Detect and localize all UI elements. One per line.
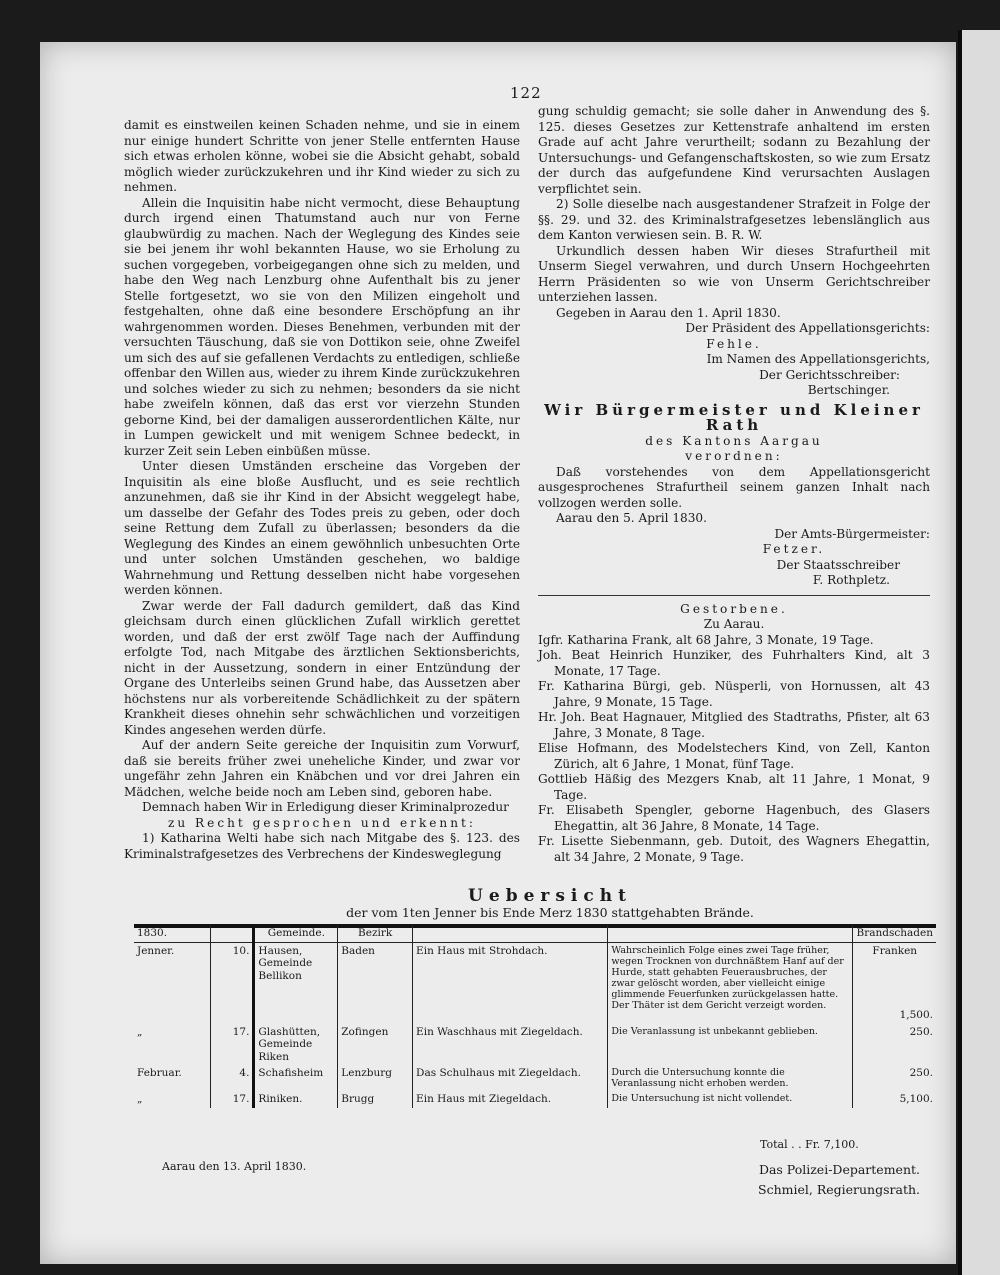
table-row	[134, 942, 936, 1024]
list-item: Gottlieb Häßig des Mezgers Knab, alt 11 Jahre, 1 Monat, 9 Tage.	[538, 772, 930, 802]
right-column	[538, 104, 930, 865]
table-total: Total . . Fr. 7,100.	[760, 1138, 859, 1151]
cell-gemeinde: Riniken.	[254, 1091, 338, 1108]
cell-day: 4.	[210, 1065, 254, 1091]
page-edge	[958, 30, 1000, 1275]
paragraph: Unter diesen Umständen erscheine das Vorgeben der Inquisitin als eine bloße Ausflucht, und es seie rechtlich anzunehmen, daß sie ihr Kind in der Absicht weggelegt habe, um dasselbe der Gefahr des Todes preis zu geben, oder doch seine Rettung dem Zufall zu überlassen; besonders da die Weglegung des Kindes an einem gewöhnlich unbesuchten Orte und unter solchen Umständen geschehen, wo baldige Wahrnehmung und Rettung desselben nicht habe vorgesehen werden können.	[124, 459, 520, 597]
cell-month: „	[137, 1025, 143, 1038]
cell-bezirk: Baden	[338, 942, 413, 1024]
signature-name: F. Rothpletz.	[812, 573, 890, 587]
cell-cause: Wahrscheinlich Folge eines zwei Tage früher, wegen Trocknen von durchnäßtem Hanf auf der Hurde, statt gehabten Feuerausbruches, der zwar gelöscht worden, aber vielleicht einige glimmende Feuerfunken zurückgelassen hatte. Der Thäter ist dem Gericht verzeigt worden.	[608, 942, 853, 1024]
list-item: Joh. Beat Heinrich Hunziker, des Fuhrhalters Kind, alt 3 Monate, 17 Tage.	[538, 648, 930, 678]
cell-amount: 5,100.	[853, 1091, 936, 1108]
deaths-list	[538, 633, 930, 866]
cell-bezirk: Brugg	[338, 1091, 413, 1108]
divider	[538, 595, 930, 596]
col-object	[413, 925, 608, 942]
col-year: 1830.	[134, 925, 210, 942]
cell-bezirk: Lenzburg	[338, 1065, 413, 1091]
signature-name: Fehle.	[706, 336, 762, 351]
place-date: Aarau den 13. April 1830.	[162, 1160, 307, 1173]
signature-block	[730, 1160, 920, 1200]
decree-verb: verordnen:	[685, 449, 783, 463]
list-item: Igfr. Katharina Frank, alt 68 Jahre, 3 Monate, 19 Tage.	[538, 632, 874, 647]
signature-role: Der Amts-Bürgermeister:	[774, 526, 930, 541]
col-day	[210, 925, 254, 942]
cell-gemeinde: Hausen, Gemeinde Bellikon	[254, 942, 338, 1024]
list-item: Elise Hofmann, des Modelstechers Kind, von Zell, Kanton Zürich, alt 6 Jahre, 1 Monat, fünf Tage.	[538, 741, 930, 771]
signature-role: Der Gerichtsschreiber:	[759, 367, 900, 382]
paragraph: Daß vorstehendes von dem Appellationsgericht ausgesprochenes Strafurtheil seinem ganzen Inhalt nach vollzogen werden solle.	[538, 464, 930, 510]
cell-amount: 250.	[853, 1065, 936, 1091]
table-title: Uebersicht	[468, 886, 632, 906]
cell-day: 10.	[210, 942, 254, 1024]
signature-role: Der Präsident des Appellationsgerichts:	[685, 321, 930, 335]
deaths-heading: Gestorbene.	[680, 601, 788, 616]
cell-object: Ein Haus mit Ziegeldach.	[413, 1091, 608, 1108]
franken-label: Franken	[872, 944, 918, 957]
verdict-heading: zu Recht gesprochen und erkennt:	[168, 815, 476, 830]
table-header-row	[134, 925, 936, 942]
list-item: Fr. Lisette Siebenmann, geb. Dutoit, des Wagners Ehegattin, alt 34 Jahre, 2 Monate, 9 Tage.	[538, 834, 930, 864]
date-line: Gegeben in Aarau den 1. April 1830.	[556, 305, 781, 320]
cell-cause: Die Veranlassung ist unbekannt geblieben.	[608, 1024, 853, 1066]
paragraph: Demnach haben Wir in Erledigung dieser Kriminalprozedur	[142, 800, 509, 814]
cell-object: Ein Waschhaus mit Ziegeldach.	[413, 1024, 608, 1066]
paragraph: damit es einstweilen keinen Schaden nehme, und sie in einem nur einige hundert Schritte von jener Stelle entfernten Hause sich etwas erholen könne, wobei sie die Absicht gehabt, sobald möglich wieder zurückzukehren und ihr Kind wieder zu sich zu nehmen.	[124, 118, 520, 194]
table-subtitle: der vom 1ten Jenner bis Ende Merz 1830 stattgehabten Brände.	[346, 905, 754, 920]
department: Das Polizei-Departement.	[758, 1162, 920, 1177]
signature-intro: Im Namen des Appellationsgerichts,	[706, 352, 930, 366]
list-item: Hr. Joh. Beat Hagnauer, Mitglied des Stadtraths, Pfister, alt 63 Jahre, 3 Monate, 8 Tage.	[538, 710, 930, 740]
paragraph: Auf der andern Seite gereiche der Inquisitin zum Vorwurf, daß sie bereits früher zwei uneheliche Kinder, und zwar vor ungefähr zehn Jahren ein Knäbchen und vor drei Jahren ein Mädchen, welche beide noch am Leben sind, geboren habe.	[124, 738, 520, 799]
decree-heading: Wir Bürgermeister und Kleiner Rath	[544, 400, 924, 434]
signature-name: Fetzer.	[762, 542, 826, 556]
paragraph: 1) Katharina Welti habe sich nach Mitgabe des §. 123. des Kriminalstrafgesetzes des Verbrechens der Kindesweglegung	[124, 831, 520, 861]
cell-object: Das Schulhaus mit Ziegeldach.	[413, 1065, 608, 1091]
table-row	[134, 1065, 936, 1091]
cell-object: Ein Haus mit Strohdach.	[413, 942, 608, 1024]
paragraph: Zwar werde der Fall dadurch gemildert, daß das Kind gleichsam durch einen glücklichen Zufall wirklich gerettet worden, und daß der erst zwölf Tage nach der Auffindung erfolgte Tod, nach Mitgabe des ärztlichen Sektionsberichts, nicht in der Aussetzung, sondern in einer Entzündung der Organe des Unterleibs seinen Grund habe, das Aussetzen aber höchstens nur als vorbereitende Schädlichkeit zu der spätern Krankheit dieses ohnehin sehr schwächlichen und vorzeitigen Kindes angesehen werden dürfe.	[124, 598, 520, 737]
cell-amount	[853, 942, 936, 1024]
paragraph: Allein die Inquisitin habe nicht vermocht, diese Behauptung durch irgend einen Thatumstand auch nur von Ferne glaubwürdig zu machen. Nach der Weglegung des Kindes seie sie bei jenem ihr wohl bekannten Hause, wo sie Erholung zu suchen vorgegeben, vorbeigegangen ohne sich zu melden, und habe den Weg nach Lenzburg ohne Aufenthalt bis zu jener Stelle fortgesetzt, wo sie von den Milizen eingeholt und festgehalten, ohne daß eine besondere Erschöpfung an ihr wahrgenommen worden. Dieses Benehmen, verbunden mit der versuchten Täuschung, daß sie von Dottikon seie, ohne Zweifel um sich des auf sie gefallenen Verdachts zu entledigen, schließe offenbar den Willen aus, wieder zu ihrem Kinde zurückzukehren und solches wieder zu sich zu nehmen; besonders da sie nicht habe zweifeln können, daß das erst vor vierzehn Stunden geborne Kind, bei der damaligen ausserordentlichen Kälte, nur in Lumpen gewickelt und mit wenigem Schnee bedeckt, in kurzer Zeit sein Leben einbüßen müsse.	[124, 195, 520, 458]
signature-name: Bertschinger.	[807, 383, 890, 397]
cell-gemeinde: Glashütten, Gemeinde Riken	[254, 1024, 338, 1066]
cell-day: 17.	[210, 1091, 254, 1108]
col-cause	[608, 925, 853, 942]
page-number: 122	[510, 84, 542, 102]
col-schaden: Brandschaden	[853, 925, 936, 942]
list-item: Fr. Katharina Bürgi, geb. Nüsperli, von Hornussen, alt 43 Jahre, 9 Monate, 15 Tage.	[538, 679, 930, 709]
cell-bezirk: Zofingen	[338, 1024, 413, 1066]
date-line: Aarau den 5. April 1830.	[556, 511, 707, 525]
cell-cause: Durch die Untersuchung konnte die Veranlassung nicht erhoben werden.	[608, 1065, 853, 1091]
cell-month: Jenner.	[137, 944, 175, 957]
cell-month: Februar.	[137, 1067, 182, 1079]
signer: Schmiel, Regierungsrath.	[758, 1182, 920, 1197]
amount-value: 1,500.	[899, 1009, 933, 1021]
deaths-place: Zu Aarau.	[703, 617, 765, 631]
col-bezirk: Bezirk	[338, 925, 413, 942]
cell-day: 17.	[210, 1024, 254, 1066]
paragraph: 2) Solle dieselbe nach ausgestandener Strafzeit in Folge der §§. 29. und 32. des Kriminalstrafgesetzes lebenslänglich aus dem Kanton verwiesen sein. B. R. W.	[538, 197, 930, 242]
col-gemeinde: Gemeinde.	[254, 925, 338, 942]
next-page-sliver	[962, 30, 1000, 1275]
cell-amount: 250.	[853, 1024, 936, 1066]
paragraph: Urkundlich dessen haben Wir dieses Strafurtheil mit Unserm Siegel verwahren, und durch Unsern Hochgeehrten Herrn Präsidenten so wie von Unserm Gerichtschreiber unterziehen lassen.	[538, 243, 930, 304]
decree-subheading: des Kantons Aargau	[645, 433, 823, 448]
cell-gemeinde: Schafisheim	[254, 1065, 338, 1091]
paragraph: gung schuldig gemacht; sie solle daher in Anwendung des §. 125. dieses Gesetzes zur Kettenstrafe anhaltend im ersten Grade auf acht Jahre verurtheilt; sodann zu Bezahlung der Untersuchungs- und Gefangenschaftskosten, so wie zum Ersatz der durch das aufgefundene Kind verursachten Auslagen verpflichtet sein.	[538, 104, 930, 196]
table-row	[134, 1024, 936, 1066]
fire-table	[134, 925, 936, 1108]
list-item: Fr. Elisabeth Spengler, geborne Hagenbuch, des Glasers Ehegattin, alt 36 Jahre, 8 Monate, 14 Tage.	[538, 803, 930, 833]
cell-cause: Die Untersuchung ist nicht vollendet.	[608, 1091, 853, 1108]
table-row	[134, 1091, 936, 1108]
signature-role: Der Staatsschreiber	[776, 557, 900, 572]
cell-month: „	[137, 1093, 143, 1105]
left-column	[124, 118, 520, 862]
